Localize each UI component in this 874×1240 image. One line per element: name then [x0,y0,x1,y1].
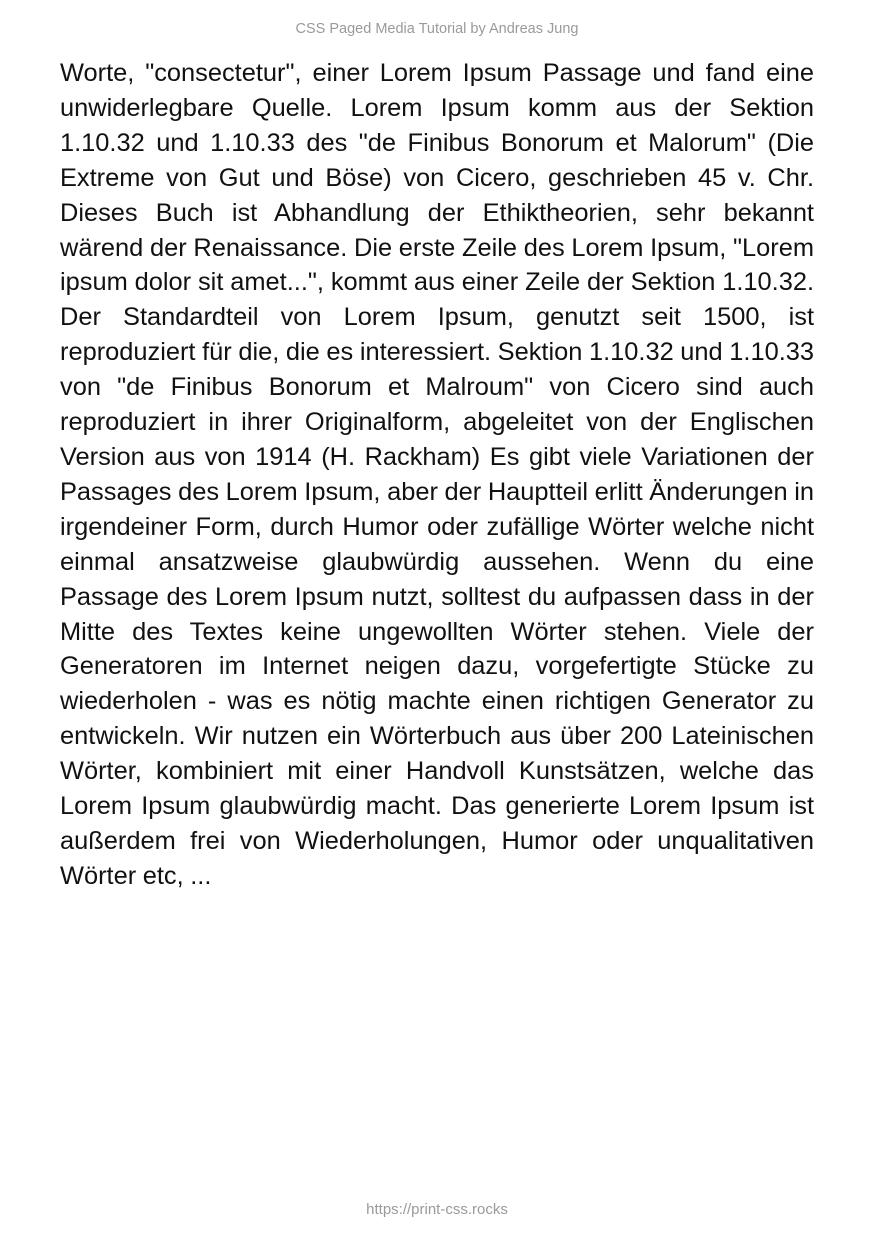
body-paragraph: Worte, "consectetur", einer Lorem Ipsum Passage und fand eine unwiderlegbare Quelle. Lorem Ipsum komm aus der Sektion 1.10.32 und 1.10.33 des "de Finibus Bonorum et Malorum" (Die Extreme von Gut und Böse) von Cicero, geschrieben 45 v. Chr. Dieses Buch ist Abhandlung der Ethiktheorien, sehr bekannt wärend der Renaissance. Die erste Zeile des Lorem Ipsum, "Lorem ipsum dolor sit amet...", kommt aus einer Zeile der Sektion 1.10.32. Der Standardteil von Lorem Ipsum, genutzt seit 1500, ist reproduziert für die, die es interessiert. Sektion 1.10.32 und 1.10.33 von "de Finibus Bonorum et Malroum" von Cicero sind auch reproduziert in ihrer Originalform, abgeleitet von der Englischen Version aus von 1914 (H. Rackham) Es gibt viele Variationen der Passages des Lorem Ipsum, aber der Hauptteil erlitt Änderungen in irgendeiner Form, durch Humor oder zufällige Wörter welche nicht einmal ansatzweise glaubwürdig aussehen. Wenn du eine Passage des Lorem Ipsum nutzt, solltest du aufpassen dass in der Mitte des Textes keine ungewollten Wörter stehen. Viele der Generatoren im Internet neigen dazu, vorgefertigte Stücke zu wiederholen - was es nötig machte einen richtigen Generator zu entwickeln. Wir nutzen ein Wörterbuch aus über 200 Lateinischen Wörter, kombiniert mit einer Handvoll Kunstsätzen, welche das Lorem Ipsum glaubwürdig macht. Das generierte Lorem Ipsum ist außerdem frei von Wiederholungen, Humor oder unqualitativen Wörter etc, ... [60,59,814,890]
running-footer-url: https://print-css.rocks [366,1201,508,1218]
running-header: CSS Paged Media Tutorial by Andreas Jung [295,21,579,37]
